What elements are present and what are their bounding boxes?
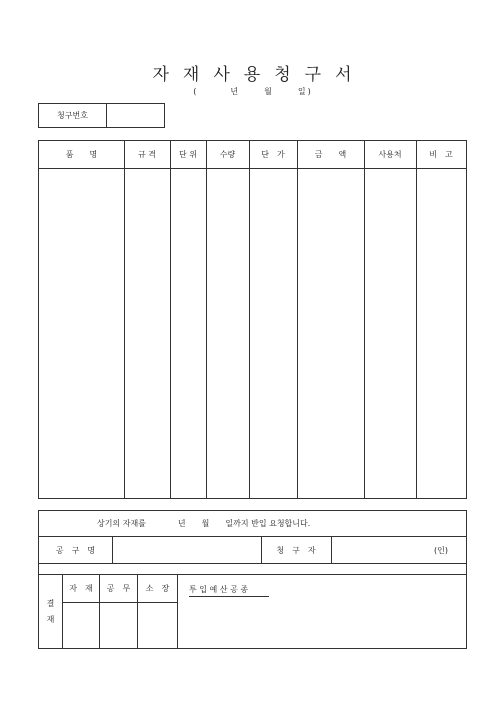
items-table [38,140,467,499]
items-entry-area[interactable] [39,169,466,498]
title-char: 사 [213,65,230,85]
title-char: 용 [243,65,261,85]
budget-work-type-label: 투 입 예 산 공 종 [189,584,269,597]
budget-work-type-field[interactable] [178,597,466,648]
column-header-item-name: 품 명 [65,150,98,159]
title-char: 청 [274,65,291,85]
approval-side-label: 결 재 [46,598,55,624]
date-close-paren: ) [307,87,311,96]
seal-mark: (인) [434,545,448,555]
request-number-box [38,103,165,128]
title-char: 구 [304,65,322,85]
column-header-quantity: 수량 [219,150,236,159]
date-month: 월 [264,87,272,96]
requester-label: 청 구 자 [276,545,316,555]
title-char: 자 [152,65,169,85]
column-header-usage-place: 사용처 [378,150,402,159]
row-divider [39,563,466,564]
approval-sign-materials[interactable] [63,603,99,648]
requester-field[interactable] [332,537,466,563]
request-number-label: 청구번호 [39,104,107,127]
approval-header-engineering: 공 무 [106,584,131,593]
title-char: 서 [335,65,352,85]
date-day: 일 [297,87,306,96]
request-number-field[interactable] [107,104,164,127]
request-sentence: 상기의 자재를 년 월 일까지 반입 요청합니다. [97,519,311,528]
request-form [38,510,467,649]
approval-sign-manager[interactable] [138,603,177,648]
column-header-remarks: 비 고 [429,150,453,159]
date-line [0,86,504,97]
column-header-unit: 단 위 [179,150,197,159]
title-char: 재 [182,65,200,85]
date-year: 년 [230,87,239,96]
column-header-unit-price: 단 가 [261,150,285,159]
document-title [0,60,504,85]
site-name-field[interactable] [113,537,261,563]
column-header-amount: 금 액 [314,150,347,159]
approval-header-materials: 자 재 [69,584,93,593]
column-header-spec: 규 격 [138,150,156,159]
site-name-label: 공 구 명 [55,545,96,555]
date-open-paren: ( [193,87,197,96]
approval-header-manager: 소 장 [145,584,170,593]
approval-sign-engineering[interactable] [100,603,137,648]
